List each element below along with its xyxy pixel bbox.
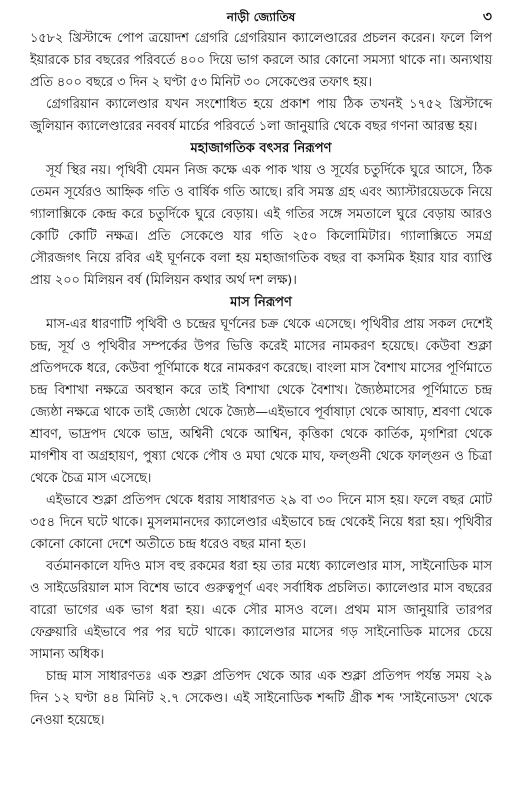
paragraph: সূর্য স্থির নয়। পৃথিবী যেমন নিজ কক্ষে এক পাক খায় ও সূর্যের চতুর্দিকে ঘুরে আসে, ঠিক তেমন সূর্যেরও আহ্নিক গতি ও বার্ষিক গতি আছে। রবি সমস্ত গ্রহ এবং অ্যাস্টারয়েডকে নিয়ে গ্যালাক্সিকে কেন্দ্র করে চতুর্দিকে ঘুরে বেড়ায়। এই গতির সঙ্গে সমতালে ঘুরে বেড়ায় আরও কোটি কোটি নক্ষত্র। প্রতি সেকেণ্ডে যার গতি ২৫০ কিলোমিটার। গ্যালাক্সিতে সমগ্র সৌরজগৎ নিয়ে রবির এই ঘূর্ণনকে বলা হয় মহাজাগতিক বছর বা কসমিক ইয়ার যার ব্যাপ্তি প্রায় ২০০ মিলিয়ন বর্ষ (মিলিয়ন কথার অর্থ দশ লক্ষ)। xyxy=(30,163,492,288)
section-heading-cosmic-year: মহাজাগতিক বৎসর নিরূপণ xyxy=(190,141,332,156)
paragraph: ১৫৮২ খ্রিস্টাব্দে পোপ ত্রয়োদশ গ্রেগরি গ্রেগরিয়ান ক্যালেণ্ডারের প্রচলন করেন। ফলে লিপ ইয়ারকে চার বছরের পরিবর্তে ৪০০ দিয়ে ভাগ করলে আর কোনো সমস্যা থাকে না। অন্যথায় প্রতি ৪০০ বছরে ৩ দিন ২ ঘণ্টা ৫৩ মিনিট ৩০ সেকেণ্ডের তফাৎ হয়। xyxy=(30,31,492,90)
paragraph: গ্রেগরিয়ান ক্যালেণ্ডার যখন সংশোধিত হয়ে প্রকাশ পায় ঠিক তখনই ১৭৫২ খ্রিস্টাব্দে জুলিয়ান ক্যালেণ্ডারের নববর্ষ মার্চের পরিবর্তে ১লা জানুয়ারি থেকে বছর গণনা আরম্ভ হয়। xyxy=(30,97,492,134)
running-head-title: নাড়ী জ্যোতিষ xyxy=(226,10,296,24)
paragraph: এইভাবে শুক্লা প্রতিপদ থেকে ধরায় সাধারণত ২৯ বা ৩০ দিনে মাস হয়। ফলে বছর মোট ৩৫৪ দিনে ঘটে থাকে। মুসলমানদের ক্যালেণ্ডার এইভাবে চন্দ্র থেকেই নিয়ে ধরা হয়। পৃথিবীর কোনো কোনো দেশে অতীতে চন্দ্র ধরেও বছর মানা হত। xyxy=(30,493,492,552)
running-head xyxy=(30,6,492,28)
section-heading-month: মাস নিরূপণ xyxy=(230,295,292,310)
page-body xyxy=(30,28,492,732)
paragraph: মাস-এর ধারণাটি পৃথিবী ও চন্দ্রের ঘূর্ণনের চক্র থেকে এসেছে। পৃথিবীর প্রায় সকল দেশেই চন্দ্র, সূর্য ও পৃথিবীর সম্পর্কের উপর ভিত্তি করেই মাসের নামকরণ হয়েছে। কেউবা শুক্লা প্রতিপদকে ধরে, কেউবা পূর্ণিমাকে ধরে নামকরণ করেছে। বাংলা মাস বৈশাখ মাসের পূর্ণিমাতে চন্দ্র বিশাখা নক্ষত্রে অবস্থান করে তাই বিশাখা থেকে বৈশাখ। জ্যৈষ্ঠমাসের পূর্ণিমাতে চন্দ্র জ্যেষ্ঠা নক্ষত্রে থাকে তাই জ্যেষ্ঠা থেকে জ্যৈষ্ঠ—এইভাবে পূর্বাষাঢ়া থেকে আষাঢ়, শ্রবণা থেকে শ্রাবণ, ভাদ্রপদ থেকে ভাদ্র, অশ্বিনী থেকে আশ্বিন, কৃত্তিকা থেকে কার্তিক, মৃগশিরা থেকে মাগশীষ বা অগ্রহায়ণ, পুষ্যা থেকে পৌষ ও মঘা থেকে মাঘ, ফল্গুনী থেকে ফাল্গুন ও চিত্রা থেকে চৈত্র মাস এসেছে। xyxy=(30,317,492,486)
paragraph: চান্দ্র মাস সাধারণতঃ এক শুক্লা প্রতিপদ থেকে আর এক শুক্লা প্রতিপদ পর্যন্ত সময় ২৯ দিন ১২ ঘণ্টা ৪৪ মিনিট ২.৭ সেকেণ্ড। এই সাইনোডিক শব্দটি গ্রীক শব্দ 'সাইনোডস' থেকে নেওয়া হয়েছে। xyxy=(30,669,492,728)
paragraph: বর্তমানকালে যদিও মাস বহু রকমের ধরা হয় তার মধ্যে ক্যালেণ্ডার মাস, সাইনোডিক মাস ও সাইডেরিয়াল মাস বিশেষ ভাবে গুরুত্বপূর্ণ এবং সর্বাধিক প্রচলিত। ক্যালেণ্ডার মাস বছরের বারো ভাগের এক ভাগ ধরা হয়। একে সৌর মাসও বলে। প্রথম মাস জানুয়ারি তারপর ফেব্রুয়ারি এইভাবে পর পর ঘটে থাকে। ক্যালেণ্ডার মাসের গড় সাইনোডিক মাসের চেয়ে সামান্য অধিক। xyxy=(30,559,492,662)
page-number: ৩ xyxy=(482,9,492,25)
